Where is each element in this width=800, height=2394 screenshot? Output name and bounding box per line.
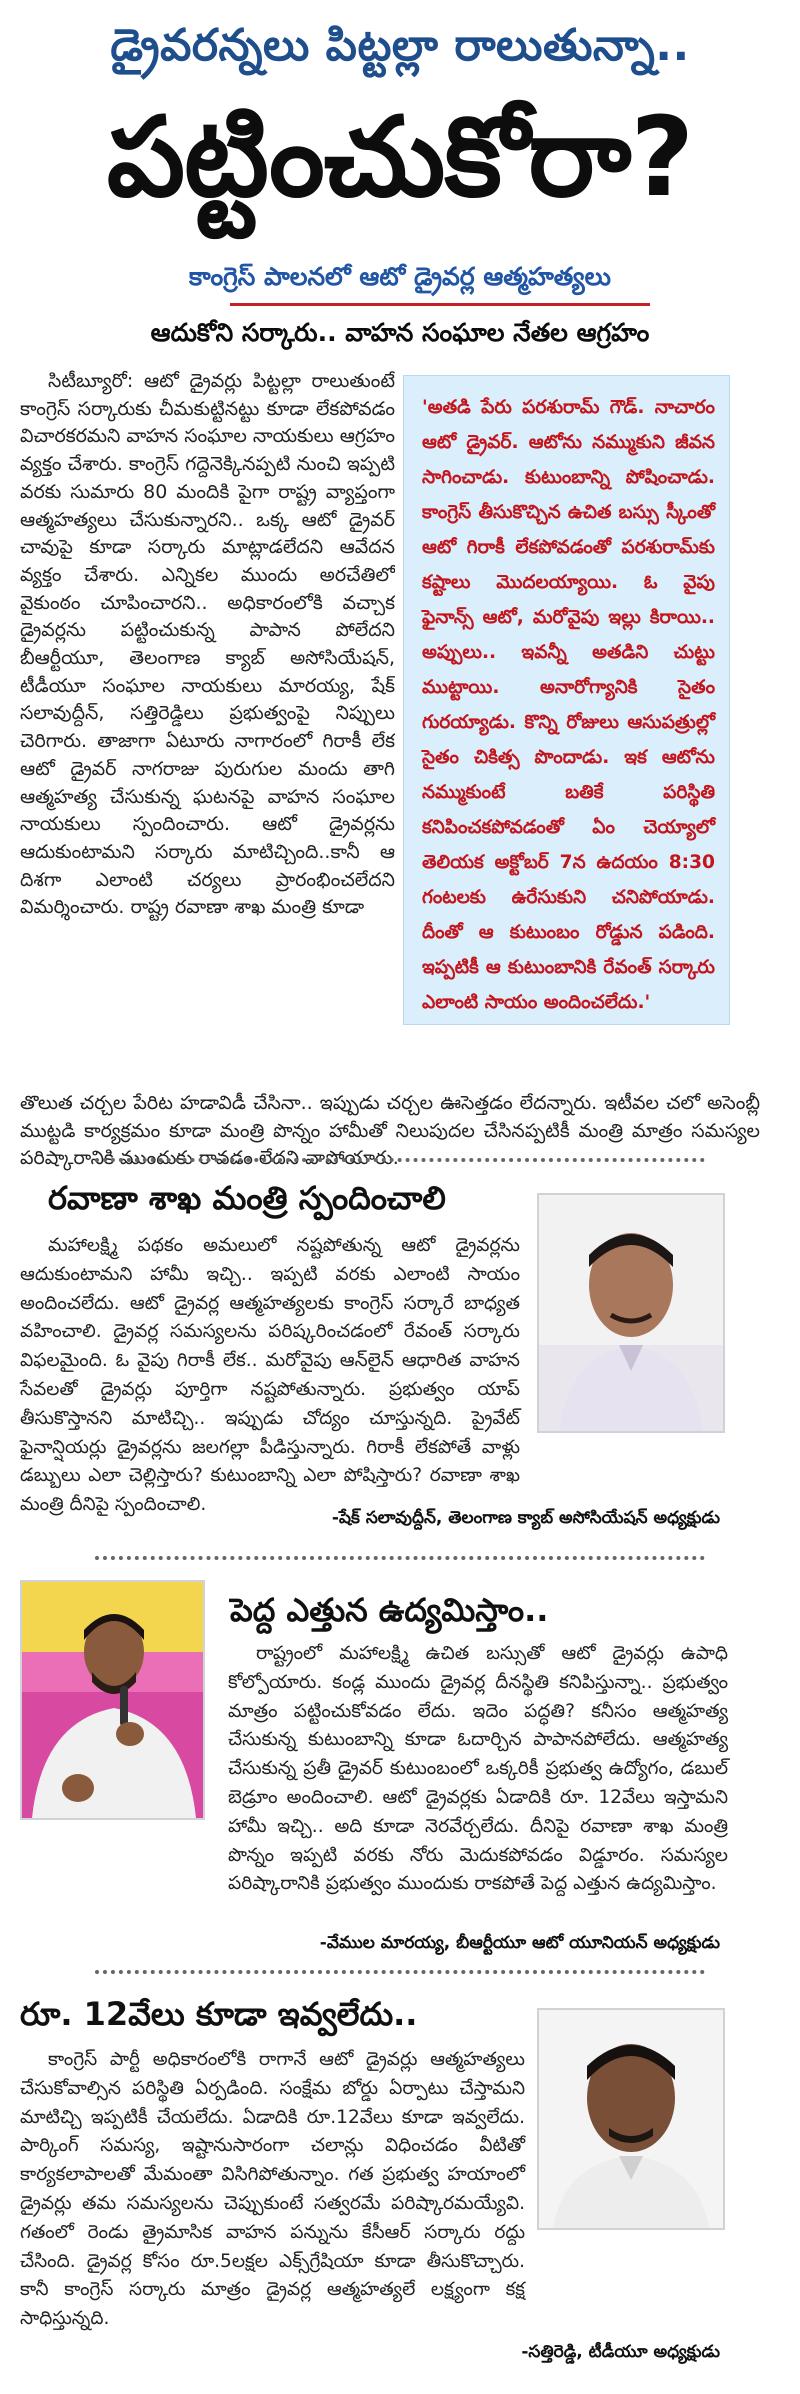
- section-title-1: [48, 1178, 446, 1218]
- portrait-photo-sathireddy: [537, 2008, 725, 2230]
- subheadline-divider: [230, 303, 650, 306]
- portrait-photo-salauddin-image: [539, 1195, 723, 1431]
- section-separator: [95, 1970, 705, 1974]
- section-separator: [95, 1556, 705, 1560]
- subheadline-2: ఆదుకోని సర్కారు.. వాహన సంఘాల నేతల ఆగ్రహం: [150, 318, 650, 347]
- section-1-text: మహాలక్ష్మి పథకం అమలులో నష్టపోతున్న ఆటో డ్రైవర్లను ఆదుకుంటామని హామీ ఇచ్చి.. ఇప్పటి వరకు ఎలాంటి సాయం అందించలేదు. ఆటో డ్రైవర్ల ఆత్మహత్యలకు కాంగ్రెస్ సర్కారే బాధ్యత వహించాలి. డ్రైవర్ల సమస్యలను పరిష్కరించడంలో రేవంత్ సర్కారు విఫలమైంది. ఓ వైపు గిరాకీ లేక.. మరోవైపు ఆన్‌లైన్ ఆధారిత వాహన సేవలతో డ్రైవర్లు పూర్తిగా నష్టపోతున్నారు. ప్రభుత్వం యాప్ తీసుకొస్తానని మాటిచ్చి.. ఇప్పుడు చోద్యం చూస్తున్నది. ప్రైవేట్ ఫైనాన్షియర్లు డ్రైవర్లను జలగల్లా పీడిస్తున్నారు. గిరాకీ లేకపోతే వాళ్లు డబ్బులు ఎలా చెల్లిస్తారు? కుటుంబాన్ని ఎలా పోషిస్తారు? రవాణా శాఖ మంత్రి దీనిపై స్పందించాలి.: [20, 1235, 521, 1516]
- section-2-body-top: [228, 1640, 728, 1899]
- section-title-1-text: రవాణా శాఖ మంత్రి స్పందించాలి: [48, 1179, 446, 1217]
- section-3-text: కాంగ్రెస్ పార్టీ అధికారంలోకి రాగానే ఆటో డ్రైవర్లు ఆత్మహత్యలు చేసుకోవాల్సిన పరిస్థితి ఏర్పడింది. సంక్షేమ బోర్డు ఏర్పాటు చేస్తామని మాటిచ్చి ఇప్పటికీ చేయలేదు. ఏడాదికి రూ.12వేలు కూడా ఇవ్వలేదు. పార్కింగ్ సమస్య, ఇష్టానుసారంగా చలాన్లు విధించడం వీటితో కార్యకలాపాలతో మేమంతా విసిగిపోతున్నాం. గత ప్రభుత్వ హయాంలో డ్రైవర్లు తమ సమస్యలను చెప్పుకుంటే సత్వరమే పరిష్కారమయ్యేవి. గతంలో రెండు త్రైమాసిక వాహన పన్నును కేసీఆర్ సర్కారు రద్దు చేసింది. డ్రైవర్ల కోసం రూ.5లక్షల ఎక్స్‌గ్రేషియా కూడా తీసుకొచ్చారు. కానీ కాంగ్రెస్ సర్కారు మాత్రం డ్రైవర్ల ఆత్మహత్యలే లక్ష్యంగా కక్ష సాధిస్తున్నది.: [20, 2049, 525, 2330]
- subheadline-1: కాంగ్రెస్ పాలనలో ఆటో డ్రైవర్ల ఆత్మహత్యలు: [189, 262, 611, 291]
- section-1-credit: -షేక్ సలావుద్దీన్, తెలంగాణ క్యాబ్ అసోసియేషన్ అధ్యక్షుడు: [331, 1508, 720, 1528]
- headline-main: పట్టించుకోరా?: [106, 93, 694, 221]
- section-2-credit: -వేముల మారయ్య, బీఆర్టీయూ ఆటో యూనియన్ అధ్యక్షుడు: [319, 1933, 720, 1953]
- quote-box: [403, 375, 730, 1025]
- section-title-3-text: రూ. 12వేలు కూడా ఇవ్వలేదు..: [20, 1995, 418, 2033]
- section-1-body: [20, 1232, 520, 1520]
- section-title-3: [20, 1994, 417, 2034]
- intro-paragraph: సిటీబ్యూరో: ఆటో డ్రైవర్లు పిట్టల్లా రాలుతుంటే కాంగ్రెస్ సర్కారుకు చీమకుట్టినట్టు కూడా లేకపోవడం విచారకరమని వాహన సంఘాల నాయకులు ఆగ్రహం వ్యక్తం చేశారు. కాంగ్రెస్ గద్దెనెక్కినప్పటి నుంచి ఇప్పటి వరకు సుమారు 80 మందికి పైగా రాష్ట్ర వ్యాప్తంగా ఆత్మహత్యలు చేసుకున్నారని.. ఒక్క ఆటో డ్రైవర్ చావుపై కూడా సర్కారు మాట్లాడలేదని ఆవేదన వ్యక్తం చేశారు. ఎన్నికల ముందు అరచేతిలో వైకుంఠం చూపించారని.. అధికారంలోకి వచ్చాక డ్రైవర్లను పట్టించుకున్న పాపాన పోలేదని బీఆర్టీయూ, తెలంగాణ క్యాబ్ అసోసియేషన్, టీడీయూ సంఘాల నాయకులు మారయ్య, షేక్ సలావుద్దీన్, సత్తిరెడ్డిలు ప్రభుత్వంపై నిప్పులు చెరిగారు. తాజాగా ఏటూరు నాగారంలో గిరాకీ లేక ఆటో డ్రైవర్ నాగరాజు పురుగుల మందు తాగి ఆత్మహత్య చేసుకున్న ఘటనపై వాహన సంఘాల నాయకులు స్పందించారు. ఆటో డ్రైవర్లను ఆదుకుంటామని సర్కారు మాటిచ్చింది..కానీ ఆ దిశగా ఎలాంటి చర్యలు ప్రారంభించలేదని విమర్శించారు. రాష్ట్ర రవాణా శాఖ మంత్రి కూడా: [20, 370, 395, 919]
- portrait-photo-maraiah: [20, 1580, 205, 1820]
- intro-tail-text: తొలుత చర్చల పేరిట హడావిడీ చేసినా.. ఇప్పుడు చర్చల ఊసెత్తడం లేదన్నారు. ఇటీవల చలో అసెంబ్లీ ముట్టడి కార్యక్రమం కూడా మంత్రి పొన్నం హామీతో నిలుపుదల చేసినప్పటికీ మంత్రి మాత్రం సమస్యల పరిష్కారానికి ముందుకు రావడం లేదని వాపోయారు.: [20, 1092, 760, 1170]
- section-3-body: [20, 2046, 525, 2334]
- headline-kicker: డ్రైవరన్నలు పిట్టల్లా రాలుతున్నా..: [110, 20, 690, 71]
- section-title-2-text: పెద్ద ఎత్తున ఉద్యమిస్తాం..: [230, 1591, 549, 1629]
- portrait-photo-sathireddy-image: [539, 2010, 723, 2228]
- section-separator: [95, 1158, 705, 1162]
- portrait-photo-maraiah-image: [22, 1582, 203, 1818]
- portrait-photo-salauddin: [537, 1193, 725, 1433]
- section-2-text: రాష్ట్రంలో మహాలక్ష్మి ఉచిత బస్సుతో ఆటో డ్రైవర్లు ఉపాధి కోల్పోయారు. కండ్ల ముందు డ్రైవర్ల దీనస్థితి కనిపిస్తున్నా.. ప్రభుత్వం మాత్రం పట్టించుకోవడం లేదు. ఇదెం పద్ధతి? కనీసం ఆత్మహత్య చేసుకున్న కుటుంబాన్ని కూడా ఓదార్చిన పాపానపోలేదు. ఆత్మహత్య చేసుకున్న ప్రతీ డ్రైవర్ కుటుంబంలో ఒక్కరికీ ప్రభుత్వ ఉద్యోగం, డబుల్ బెడ్రూం అందించాలి. ఆటో డ్రైవర్లకు ఏడాదికి రూ. 12వేలు ఇస్తామని హామీ ఇచ్చి.. అది కూడా నెరవేర్చలేదు. దీనిపై రవాణా శాఖ మంత్రి పొన్నం ఇప్పటి వరకు నోరు మెదుకపోవడం విడ్డూరం. సమస్యల పరిష్కారానికి ప్రభుత్వం ముందుకు రాకపోతే పెద్ద ఎత్తున ఉద్యమిస్తాం.: [228, 1643, 728, 1895]
- intro-column: [20, 368, 395, 1090]
- quote-text: 'అతడి పేరు పరశురామ్ గౌడ్. నాచారం ఆటో డ్రైవర్. ఆటోను నమ్ముకుని జీవన సాగించాడు. కుటుంబాన్ని పోషించాడు. కాంగ్రెస్ తీసుకొచ్చిన ఉచిత బస్సు స్కీంతో ఆటో గిరాకీ లేకపోవడంతో పరశురామ్‌కు కష్టాలు మొదలయ్యాయి. ఓ వైపు ఫైనాన్స్ ఆటో, మరోవైపు ఇల్లు కిరాయి.. అప్పులు.. ఇవన్నీ అతడిని చుట్టు ముట్టాయి. అనారోగ్యానికి సైతం గురయ్యాడు. కొన్ని రోజులు ఆసుపత్రుల్లో సైతం చికిత్స పొందాడు. ఇక ఆటోను నమ్ముకుంటే బతికే పరిస్థితి కనిపించకపోవడంతో ఏం చెయ్యాలో తెలియక అక్టోబర్ 7న ఉదయం 8:30 గంటలకు ఉరేసుకుని చనిపోయాడు. దీంతో ఆ కుటుంబం రోడ్డున పడింది. ఇప్పటికీ ఆ కుటుంబానికి రేవంత్ సర్కారు ఎలాంటి సాయం అందించలేదు.': [422, 397, 715, 1013]
- section-3-credit: -సత్తిరెడ్డి, టీడీయూ అధ్యక్షుడు: [521, 2342, 720, 2362]
- section-title-2: [230, 1590, 548, 1630]
